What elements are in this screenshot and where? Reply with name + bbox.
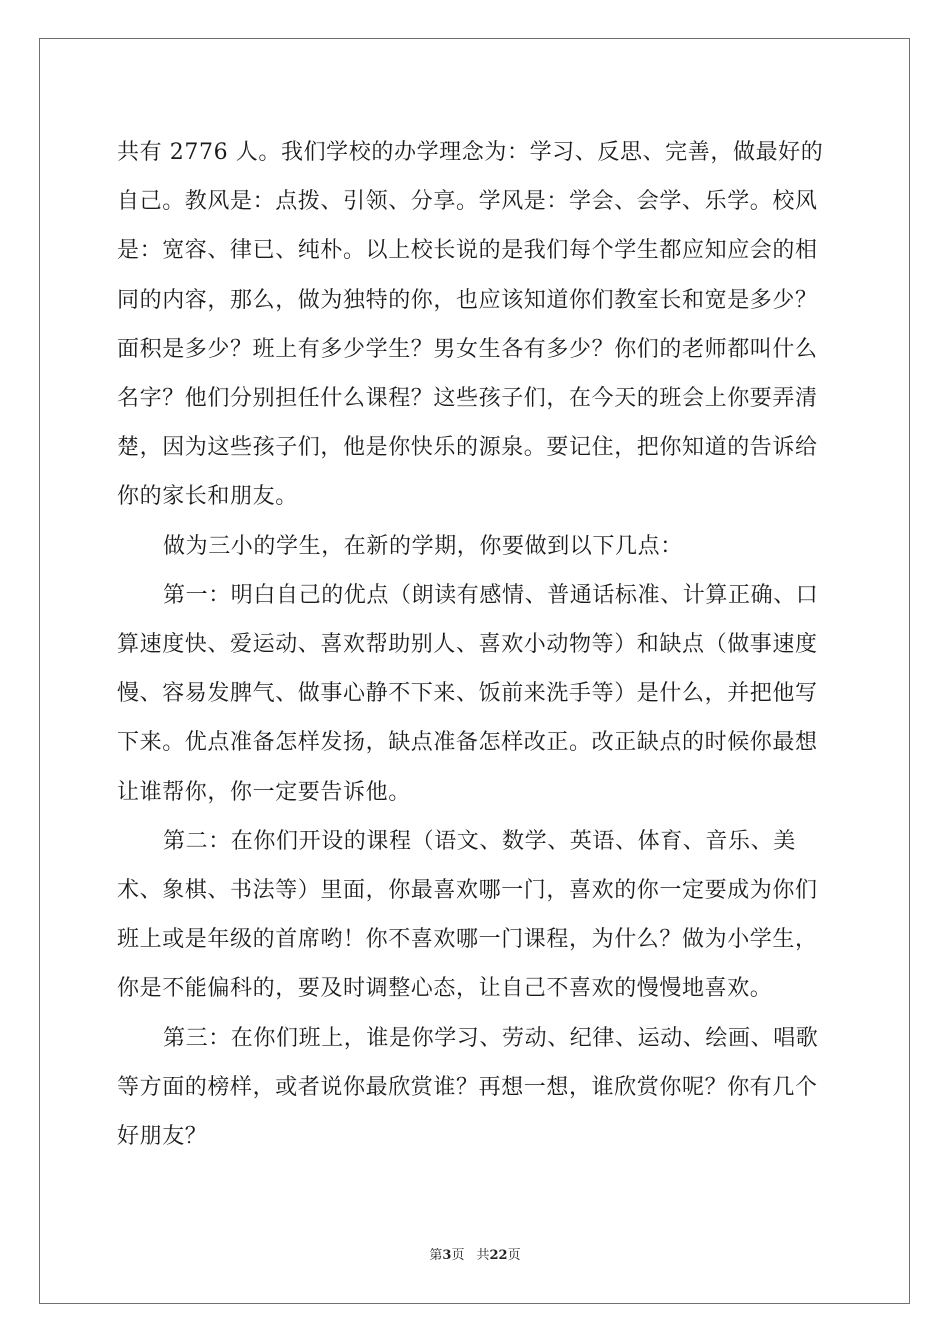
total-prefix: 共 <box>476 1248 490 1263</box>
page-suffix: 页 <box>451 1248 465 1263</box>
page-number: 3 <box>442 1248 452 1263</box>
document-body <box>117 128 835 1161</box>
total-suffix: 页 <box>507 1248 521 1263</box>
paragraph-2: 做为三小的学生，在新的学期，你要做到以下几点： <box>163 533 683 559</box>
paragraph-1: 共有 2776 人。我们学校的办学理念为：学习、反思、完善，做最好的自己。教风是：点拨、引领、分享。学风是：学会、会学、乐学。校风是：宽容、律已、纯朴。以上校长说的是我们每个学生都应知应会的相同的内容，那么，做为独特的你，也应该知道你们教室长和宽是多少？面积是多少？班上有多少学生？男女生各有多少？你们的老师都叫什么名字？他们分别担任什么课程？这些孩子们，在今天的班会上你要弄清楚，因为这些孩子们，他是你快乐的源泉。要记住，把你知道的告诉给你的家长和朋友。 <box>117 140 824 510</box>
paragraph-4: 第二：在你们开设的课程（语文、数学、英语、体育、音乐、美术、象棋、书法等）里面，你最喜欢哪一门，喜欢的你一定要成为你们班上或是年级的首席哟！你不喜欢哪一门课程，为什么？做为小学生，你是不能偏科的，要及时调整心态，让自己不喜欢的慢慢地喜欢。 <box>117 828 818 1002</box>
paragraph-5: 第三：在你们班上，谁是你学习、劳动、纪律、运动、绘画、唱歌等方面的榜样，或者说你最欣赏谁？再想一想，谁欣赏你呢？你有几个好朋友？ <box>117 1025 819 1150</box>
total-pages: 22 <box>489 1248 508 1263</box>
page-prefix: 第 <box>429 1248 443 1263</box>
page-footer <box>0 1247 950 1265</box>
paragraph-3: 第一：明白自己的优点（朗读有感情、普通话标准、计算正确、口算速度快、爱运动、喜欢帮助别人、喜欢小动物等）和缺点（做事速度慢、容易发脾气、做事心静不下来、饭前来洗手等）是什么，并把他写下来。优点准备怎样发扬，缺点准备怎样改正。改正缺点的时候你最想让谁帮你，你一定要告诉他。 <box>117 582 819 805</box>
